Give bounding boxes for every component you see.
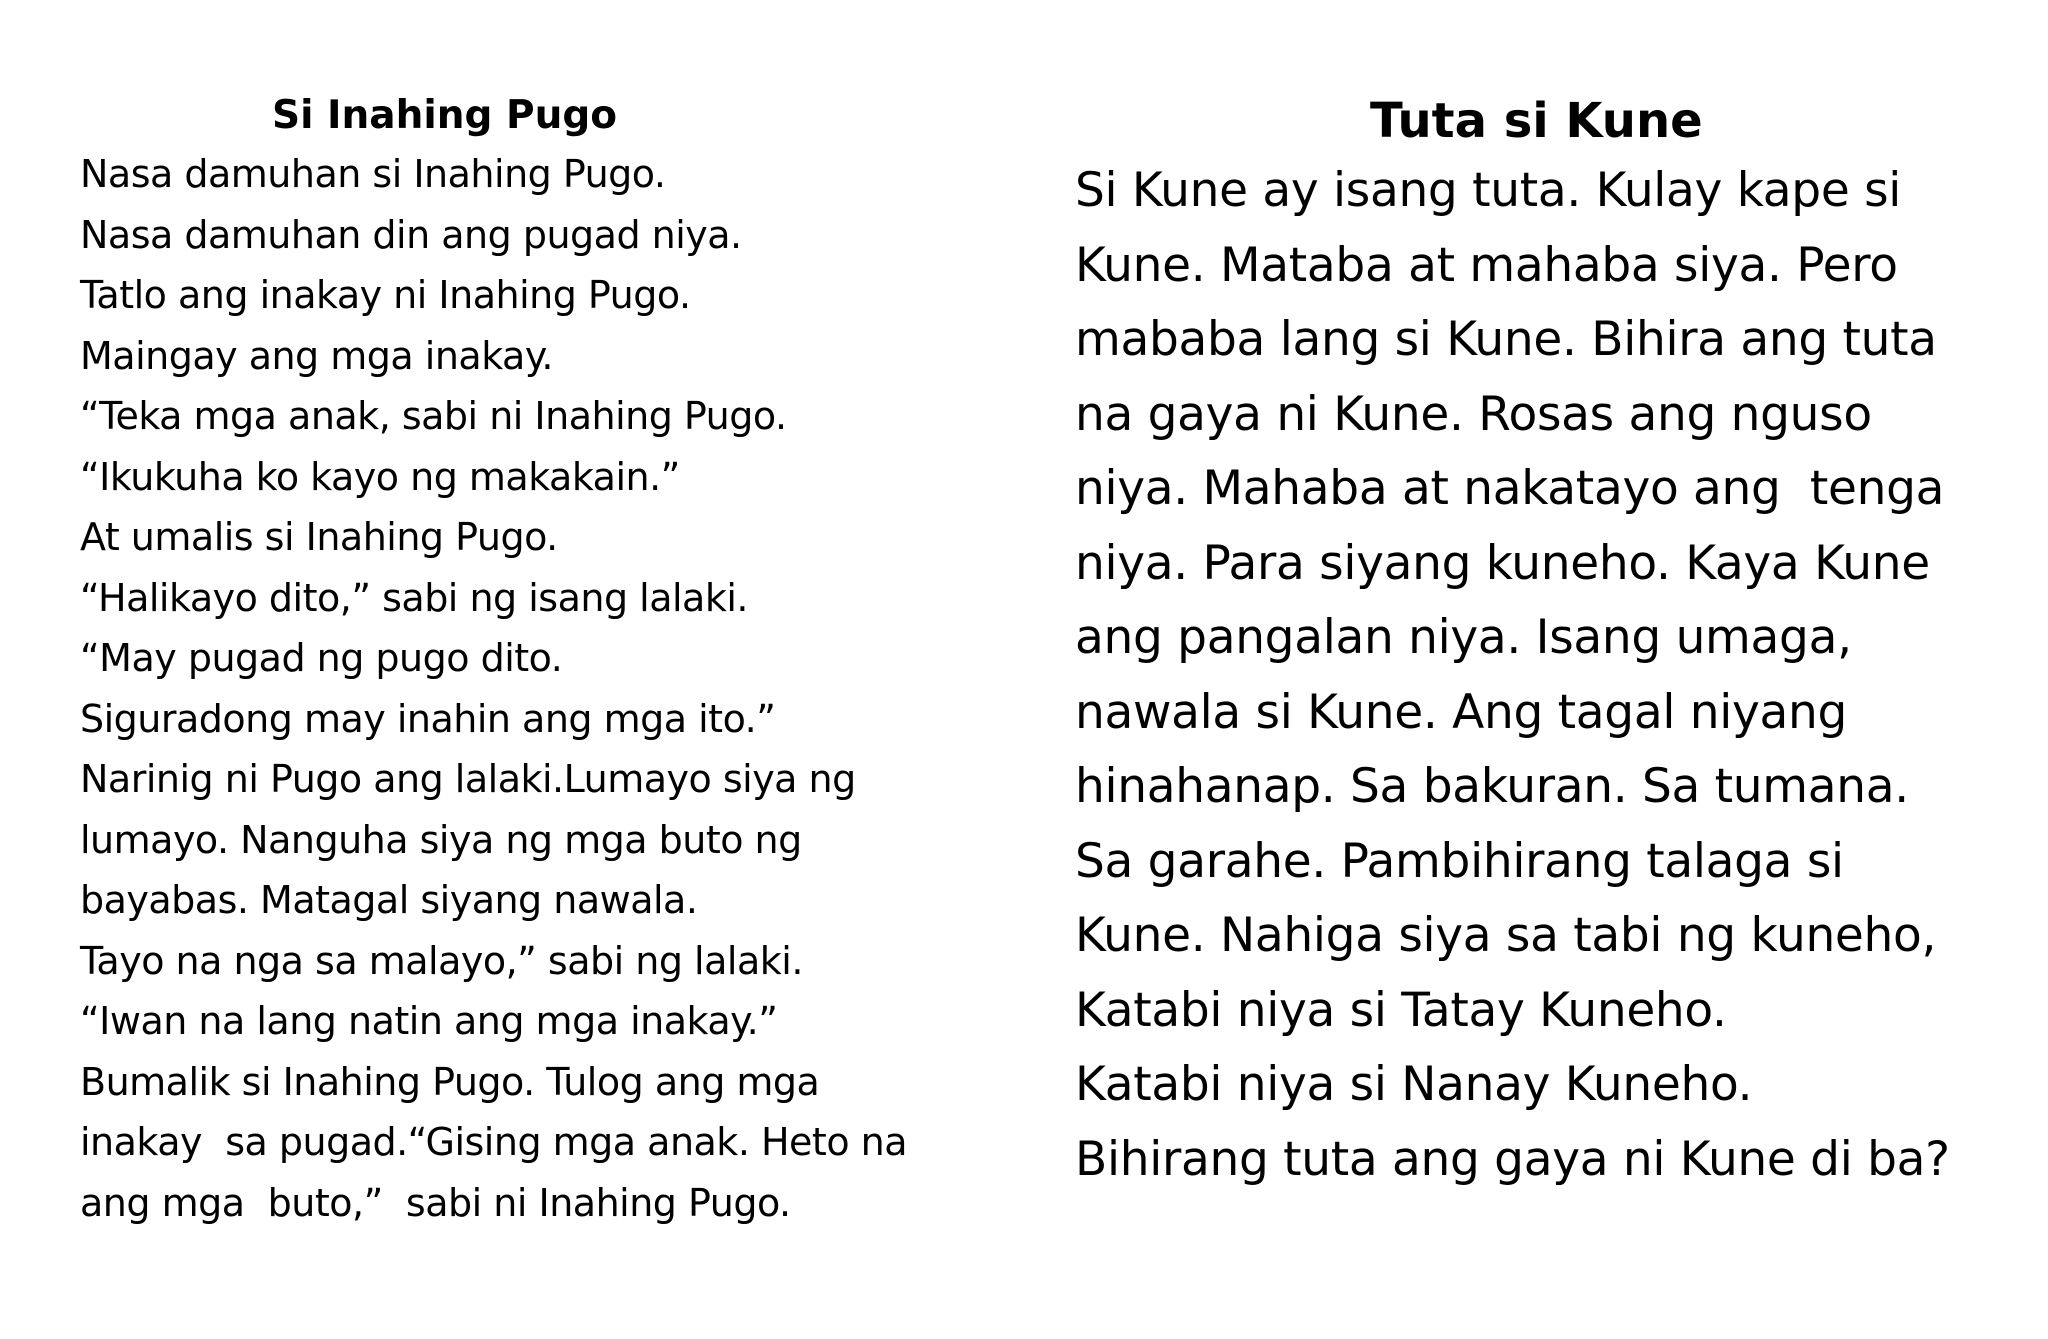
story-left-line: “May pugad ng pugo dito. xyxy=(80,636,563,680)
story-left-line: bayabas. Matagal siyang nawala. xyxy=(80,878,698,922)
story-right-line: niya. Para siyang kuneho. Kaya Kune xyxy=(1075,535,1930,591)
story-left-title: Si Inahing Pugo xyxy=(272,93,618,138)
story-left-line: lumayo. Nanguha siya ng mga buto ng xyxy=(80,817,802,862)
story-right-line: Katabi niya si Nanay Kuneho. xyxy=(1075,1057,1753,1112)
story-left-line: inakay sa pugad.“Gising mga anak. Heto na xyxy=(80,1120,908,1164)
story-left-line: Siguradong may inahin ang mga ito.” xyxy=(80,696,776,741)
story-left-line: ang mga buto,” sabi ni Inahing Pugo. xyxy=(80,1180,791,1225)
story-left-line: Tatlo ang inakay ni Inahing Pugo. xyxy=(80,273,691,317)
story-left-line: Nasa damuhan din ang pugad niya. xyxy=(80,212,742,257)
story-left-line: Maingay ang mga inakay. xyxy=(80,333,553,378)
story-right-line: Katabi niya si Tatay Kuneho. xyxy=(1075,982,1727,1038)
story-right-line: hinahanap. Sa bakuran. Sa tumana. xyxy=(1075,759,1909,814)
story-right-line: Sa garahe. Pambihirang talaga si xyxy=(1075,833,1844,889)
story-right-line: mababa lang si Kune. Bihira ang tuta xyxy=(1075,312,1937,367)
story-right-line: Kune. Nahiga siya sa tabi ng kuneho, xyxy=(1075,908,1937,963)
story-left-line: Nasa damuhan si Inahing Pugo. xyxy=(80,152,666,196)
story-left-line: “Ikukuha ko kayo ng makakain.” xyxy=(80,454,680,499)
story-right xyxy=(1075,88,2035,1197)
story-right-line: na gaya ni Kune. Rosas ang nguso xyxy=(1075,386,1872,442)
story-right-line: Kune. Mataba at mahaba siya. Pero xyxy=(1075,237,1898,293)
story-right-line: Si Kune ay isang tuta. Kulay kape si xyxy=(1075,163,1902,218)
story-left-line: “Halikayo dito,” sabi ng isang lalaki. xyxy=(80,575,748,620)
story-right-line: niya. Mahaba at nakatayo ang tenga xyxy=(1075,461,1945,516)
story-left-line: “Iwan na lang natin ang mga inakay.” xyxy=(80,999,778,1043)
story-right-line: ang pangalan niya. Isang umaga, xyxy=(1075,610,1852,665)
story-right-line: Bihirang tuta ang gaya ni Kune di ba? xyxy=(1075,1131,1950,1187)
story-left-body xyxy=(80,144,980,1233)
story-left-line: Tayo na nga sa malayo,” sabi ng lalaki. xyxy=(80,938,803,983)
story-left xyxy=(80,88,980,1233)
story-right-body xyxy=(1075,154,2035,1197)
story-left-line: “Teka mga anak, sabi ni Inahing Pugo. xyxy=(80,394,787,438)
story-right-title: Tuta si Kune xyxy=(1370,93,1703,149)
story-right-line: nawala si Kune. Ang tagal niyang xyxy=(1075,684,1848,740)
story-left-line: Narinig ni Pugo ang lalaki.Lumayo siya ng xyxy=(80,757,856,801)
story-left-line: Bumalik si Inahing Pugo. Tulog ang mga xyxy=(80,1059,820,1104)
story-left-line: At umalis si Inahing Pugo. xyxy=(80,515,558,559)
